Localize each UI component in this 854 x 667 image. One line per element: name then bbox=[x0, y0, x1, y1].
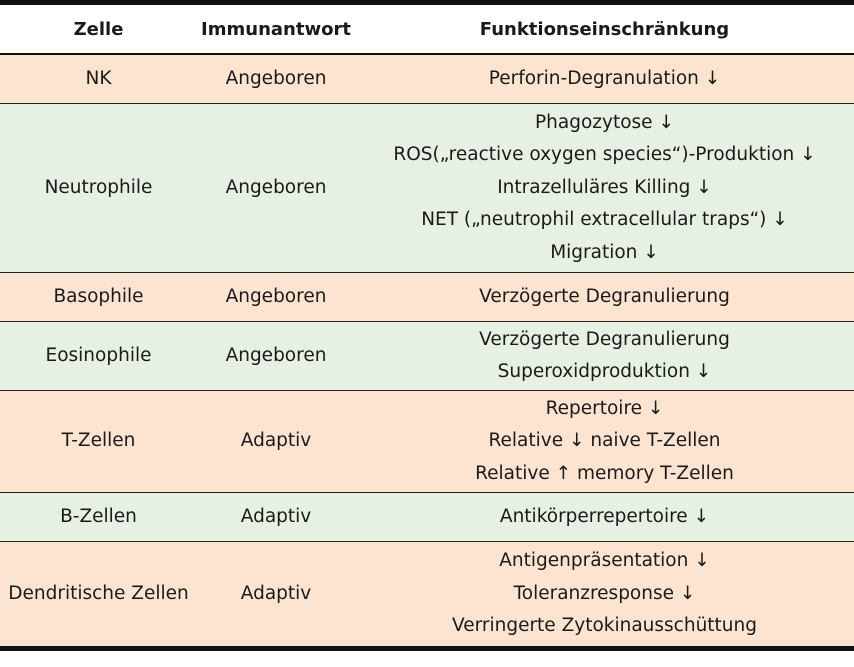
function-line: Phagozytose ↓ bbox=[535, 111, 674, 133]
cell-response: Angeboren bbox=[197, 54, 355, 104]
table-row bbox=[0, 322, 854, 391]
cell-name: T-Zellen bbox=[0, 391, 197, 493]
table-header bbox=[0, 3, 854, 55]
table-row bbox=[0, 273, 854, 322]
function-line: Relative ↑ memory T-Zellen bbox=[475, 462, 734, 484]
function-line: Superoxidproduktion ↓ bbox=[497, 361, 712, 382]
function-line: Relative ↓ naive T-Zellen bbox=[488, 430, 721, 452]
cell-name: Eosinophile bbox=[0, 322, 197, 391]
cell-response: Angeboren bbox=[197, 104, 355, 273]
cell-response: Angeboren bbox=[197, 273, 355, 322]
function-line: Antigenpräsentation ↓ bbox=[499, 550, 710, 572]
cell-name: B-Zellen bbox=[0, 493, 197, 542]
function-line: Verzögerte Degranulierung bbox=[479, 285, 730, 307]
cell-functions bbox=[355, 273, 854, 322]
cell-functions bbox=[355, 493, 854, 542]
function-line: Toleranzresponse ↓ bbox=[513, 582, 696, 604]
function-line: Verringerte Zytokinausschüttung bbox=[451, 615, 758, 637]
header-function: Funktionseinschränkung bbox=[355, 3, 854, 55]
function-line: Antikörperrepertoire ↓ bbox=[499, 505, 710, 527]
function-line: Perforin-Degranulation ↓ bbox=[488, 67, 721, 89]
cell-name: Dendritische Zellen bbox=[0, 542, 197, 649]
table-row bbox=[0, 54, 854, 104]
cell-name: Neutrophile bbox=[0, 104, 197, 273]
function-line: Repertoire ↓ bbox=[545, 397, 664, 419]
function-line: Verzögerte Degranulierung bbox=[479, 328, 730, 350]
cell-functions bbox=[355, 54, 854, 104]
cell-functions bbox=[355, 104, 854, 273]
table-row bbox=[0, 542, 854, 649]
cell-functions bbox=[355, 542, 854, 649]
function-line: Intrazelluläres Killing ↓ bbox=[497, 176, 712, 198]
table-row bbox=[0, 391, 854, 493]
cell-response: Adaptiv bbox=[197, 493, 355, 542]
header-cell: Zelle bbox=[0, 3, 197, 55]
function-line: Migration ↓ bbox=[550, 241, 659, 263]
cell-response: Adaptiv bbox=[197, 391, 355, 493]
cell-name: Basophile bbox=[0, 273, 197, 322]
header-response: Immunantwort bbox=[197, 3, 355, 55]
header-row bbox=[0, 3, 854, 55]
cell-functions bbox=[355, 391, 854, 493]
table-row bbox=[0, 493, 854, 542]
cell-response: Adaptiv bbox=[197, 542, 355, 649]
cell-functions bbox=[355, 322, 854, 391]
cell-name: NK bbox=[0, 54, 197, 104]
cell-response: Angeboren bbox=[197, 322, 355, 391]
function-line: NET („neutrophil extracellular traps“) ↓ bbox=[421, 209, 788, 231]
table-body bbox=[0, 54, 854, 649]
table-row bbox=[0, 104, 854, 273]
function-line: ROS(„reactive oxygen species“)-Produktion ↓ bbox=[393, 144, 816, 166]
